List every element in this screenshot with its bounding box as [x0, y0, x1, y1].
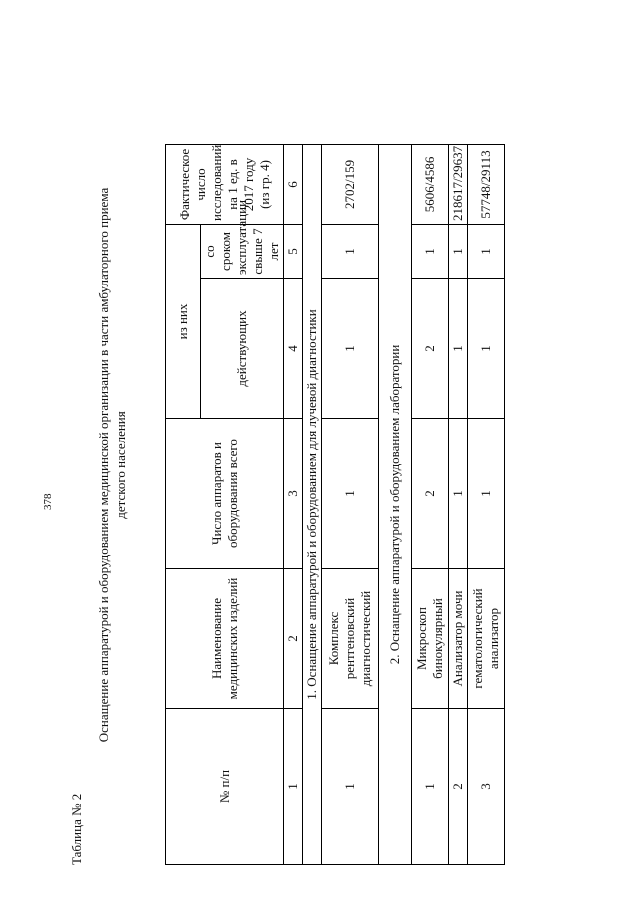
cell-old: 1 [322, 224, 379, 278]
table-row [449, 144, 468, 864]
page-number: 378 [42, 493, 54, 510]
table-label: Таблица № 2 [69, 793, 84, 865]
cell-active: 1 [468, 279, 505, 419]
title-line-1: Оснащение аппаратурой и оборудованием медицинской организации в части амбулаторного приема [96, 187, 111, 743]
header-col-total: Число аппаратов и оборудования всего [166, 419, 284, 569]
equipment-table [165, 144, 505, 865]
header-col-old: со сроком эксплуатации свыше 7 лет [201, 224, 284, 278]
cell-number: 3 [468, 709, 505, 865]
cell-studies: 2702/159 [322, 144, 379, 224]
cell-total: 1 [322, 419, 379, 569]
cell-old: 1 [412, 224, 449, 278]
cell-total: 1 [449, 419, 468, 569]
cell-studies: 218617/29637 [449, 144, 468, 224]
header-group-of-them: из них [166, 224, 201, 418]
header-col-number: № п/п [166, 709, 284, 865]
cell-number: 2 [449, 709, 468, 865]
title-line-2: детского населения [113, 411, 128, 519]
cell-number: 1 [322, 709, 379, 865]
column-number: 5 [284, 224, 303, 278]
header-col-active: действующих [201, 279, 284, 419]
cell-number: 1 [412, 709, 449, 865]
cell-studies: 5606/4586 [412, 144, 449, 224]
cell-active: 1 [449, 279, 468, 419]
table-title [95, 65, 129, 865]
cell-name: гематологический анализатор [468, 569, 505, 709]
cell-studies: 57748/29113 [468, 144, 505, 224]
column-number: 4 [284, 279, 303, 419]
column-number: 6 [284, 144, 303, 224]
column-number: 2 [284, 569, 303, 709]
cell-name: Комплекс рентгеновский диагностический [322, 569, 379, 709]
section-2-heading: 2. Оснащение аппаратурой и оборудованием лаборатории [379, 144, 412, 864]
header-row-1 [166, 144, 201, 864]
section-row [303, 144, 322, 864]
column-number-row [284, 144, 303, 864]
cell-total: 2 [412, 419, 449, 569]
section-1-heading: 1. Оснащение аппаратурой и оборудованием для лучевой диагностики [303, 144, 322, 864]
column-number: 3 [284, 419, 303, 569]
cell-old: 1 [468, 224, 505, 278]
header-col-name: Наименование медицинских изделий [166, 569, 284, 709]
table-row [322, 144, 379, 864]
cell-total: 1 [468, 419, 505, 569]
column-number: 1 [284, 709, 303, 865]
cell-active: 1 [322, 279, 379, 419]
cell-active: 2 [412, 279, 449, 419]
cell-old: 1 [449, 224, 468, 278]
header-col-studies: Фактическое число исследований на 1 ед. в 2017 году (из гр. 4) [166, 144, 284, 224]
table-row [468, 144, 505, 864]
table-row [412, 144, 449, 864]
cell-name: Анализатор мочи [449, 569, 468, 709]
section-row [379, 144, 412, 864]
cell-name: Микроскоп бинокулярный [412, 569, 449, 709]
